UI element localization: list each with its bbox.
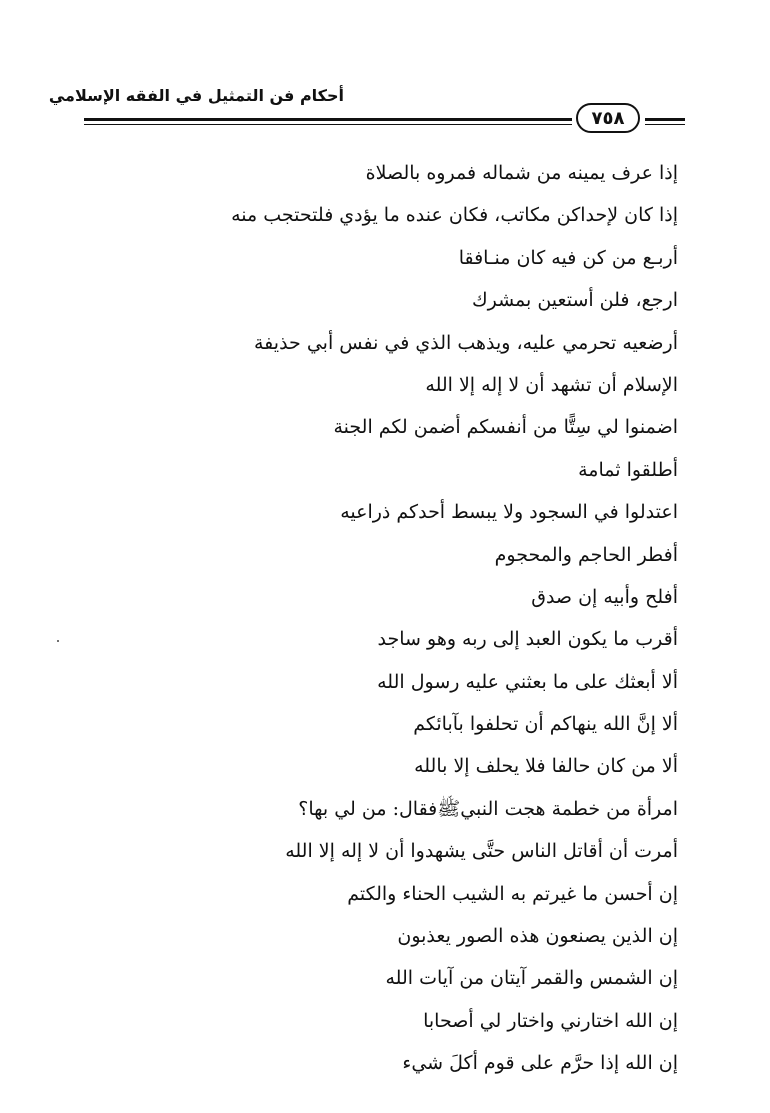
- list-item: ألا أبعثك على ما بعثني عليه رسول الله: [377, 670, 678, 693]
- page-header: [0, 0, 770, 140]
- header-rule-right-thick: [645, 118, 685, 121]
- header-rule-right-thin: [645, 124, 685, 125]
- list-item: أقرب ما يكون العبد إلى ربه وهو ساجد: [377, 628, 678, 651]
- list-item: ألا إنَّ الله ينهاكم أن تحلفوا بآبائكم: [413, 713, 678, 736]
- list-item: أفلح وأبيه إن صدق: [531, 585, 678, 608]
- list-item: إذا عرف يمينه من شماله فمروه بالصلاة: [365, 162, 678, 184]
- list-item: أربـع من كن فيه كان منـافقا: [458, 246, 678, 269]
- hadith-index-list: [118, 152, 678, 1085]
- header-rule-thick: [84, 118, 572, 121]
- list-item: اعتدلوا في السجود ولا يبسط أحدكم ذراعيه: [340, 501, 678, 524]
- list-item: إن الله إذا حرَّم على قوم أكلَ شيء: [402, 1052, 678, 1075]
- list-item: إذا كان لإحداكن مكاتب، فكان عنده ما يؤدي فلتحتجب منه: [231, 204, 678, 227]
- list-item: أمرت أن أقاتل الناس حتَّى يشهدوا أن لا إله إلا الله: [285, 840, 678, 863]
- header-rule-thin: [84, 124, 572, 125]
- list-item: ارجع، فلن أستعين بمشرك: [471, 289, 678, 312]
- list-item: أطلقوا ثمامة: [578, 458, 678, 481]
- scan-speck: [57, 640, 59, 642]
- list-item: إن الله اختارني واختار لي أصحابا: [423, 1009, 678, 1032]
- book-title: أحكام فن التمثيل في الفقه الإسلامي: [48, 86, 344, 105]
- list-item: الإسلام أن تشهد أن لا إله إلا الله: [425, 373, 678, 396]
- list-item: إن الشمس والقمر آيتان من آيات الله: [385, 967, 678, 990]
- page-number: [576, 103, 640, 133]
- page-number-text: ٧٥٨: [591, 107, 625, 129]
- list-item: امرأة من خطمة هجت النبيﷺفقال: من لي بها؟: [298, 797, 678, 820]
- list-item: إن أحسن ما غيرتم به الشيب الحناء والكتم: [347, 882, 678, 905]
- list-item: أرضعيه تحرمي عليه، ويذهب الذي في نفس أبي حذيفة: [254, 331, 678, 354]
- list-item: ألا من كان حالفا فلا يحلف إلا بالله: [414, 755, 678, 778]
- list-item: أفطر الحاجم والمحجوم: [494, 543, 678, 566]
- list-item: إن الذين يصنعون هذه الصور يعذبون: [397, 925, 678, 948]
- list-item: اضمنوا لي سِتًّا من أنفسكم أضمن لكم الجنة: [333, 416, 678, 439]
